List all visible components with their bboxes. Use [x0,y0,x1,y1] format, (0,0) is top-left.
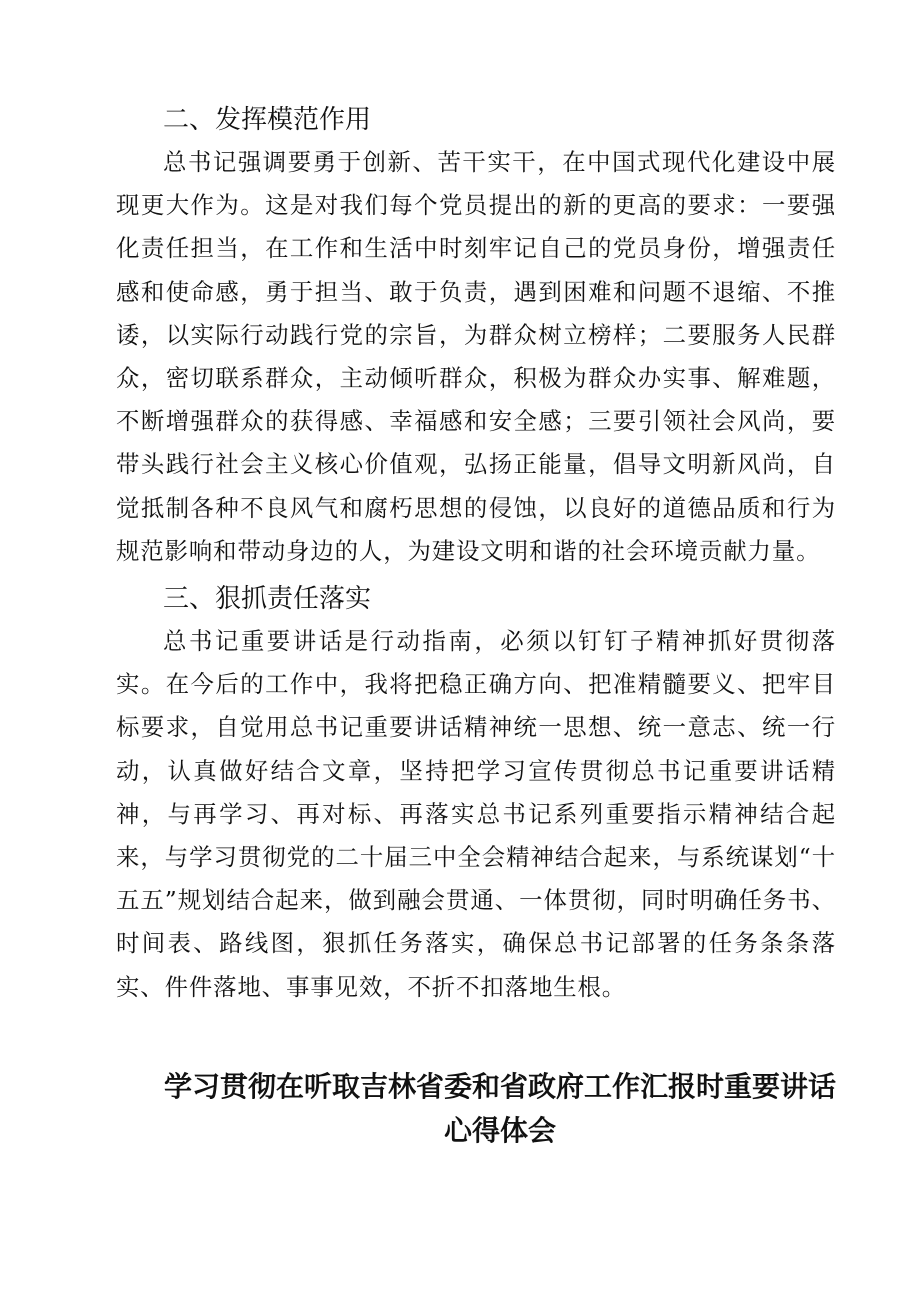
section-paragraph-3: 总书记重要讲话是行动指南，必须以钉钉子精神抓好贯彻落实。在今后的工作中，我将把稳正确方向、把准精髓要义、把牢目标要求，自觉用总书记重要讲话精神统一思想、统一意志、统一行动，认真做好结合文章，坚持把学习宣传贯彻总书记重要讲话精神，与再学习、再对标、再落实总书记系列重要指示精神结合起来，与学习贯彻党的二十届三中全会精神结合起来，与系统谋划“十五五”规划结合起来，做到融会贯通、一体贯彻，同时明确任务书、时间表、路线图，狠抓任务落实，确保总书记部署的任务条条落实、件件落地、事事见效，不折不扣落地生根。 [116,627,836,1001]
section-heading-2: 二、发挥模范作用 [163,105,372,135]
section-heading-3: 三、狠抓责任落实 [163,584,372,614]
section-paragraph-2: 总书记强调要勇于创新、苦干实干，在中国式现代化建设中展现更大作为。这是对我们每个党员提出的新的更高的要求：一要强化责任担当，在工作和生活中时刻牢记自己的党员身份，增强责任感和使命感，勇于担当、敢于负责，遇到困难和问题不退缩、不推诿，以实际行动践行党的宗旨，为群众树立榜样；二要服务人民群众，密切联系群众，主动倾听群众，积极为群众办实事、解难题，不断增强群众的获得感、幸福感和安全感；三要引领社会风尚，要带头践行社会主义核心价值观，弘扬正能量，倡导文明新风尚，自觉抵制各种不良风气和腐朽思想的侵蚀，以良好的道德品质和行为规范影响和带动身边的人，为建设文明和谐的社会环境贡献力量。 [116,148,836,565]
next-article-title: 学习贯彻在听取吉林省委和省政府工作汇报时重要讲话心得体会 [163,1070,836,1147]
